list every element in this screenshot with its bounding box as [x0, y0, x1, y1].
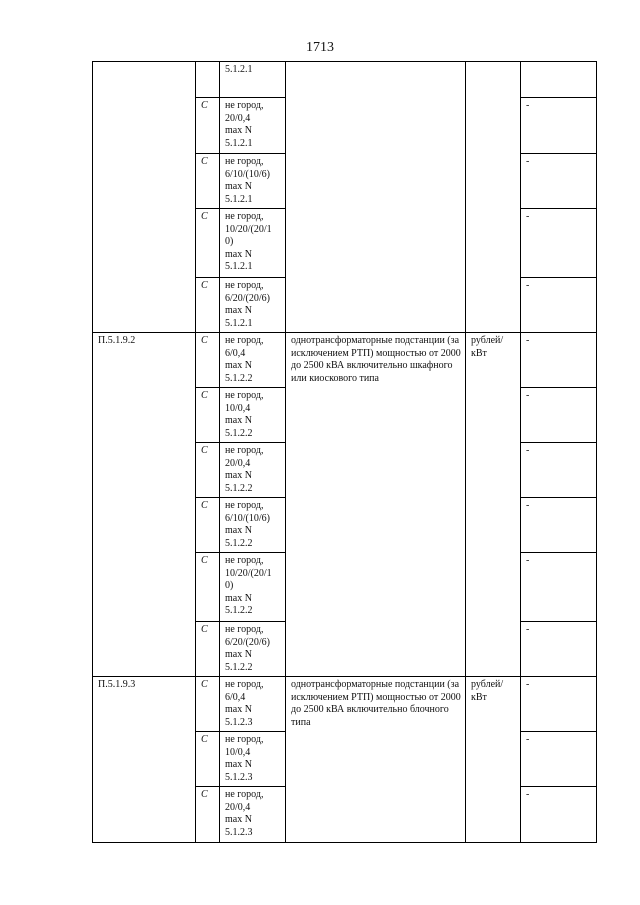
- rate-parameter: [196, 62, 220, 98]
- value-cell: -: [521, 677, 597, 732]
- table-row: [93, 62, 597, 98]
- rate-parameter: C: [196, 388, 220, 443]
- rate-parameter: C: [196, 498, 220, 553]
- condition-cell: не город, 6/20/(20/6) max N 5.1.2.1: [220, 278, 286, 333]
- condition-cell: не город, 20/0,4 max N 5.1.2.1: [220, 98, 286, 154]
- condition-cell: не город, 20/0,4 max N 5.1.2.2: [220, 443, 286, 498]
- unit-cell: рублей/ кВт: [466, 333, 521, 677]
- condition-cell: не город, 6/0,4 max N 5.1.2.3: [220, 677, 286, 732]
- item-description: однотрансформаторные подстанции (за исключением РТП) мощностью от 2000 до 2500 кВА включительно шкафного или киоскового типа: [286, 333, 466, 677]
- condition-cell: не город, 6/0,4 max N 5.1.2.2: [220, 333, 286, 388]
- table-row: [93, 333, 597, 388]
- table-row: [93, 677, 597, 732]
- item-code: [93, 62, 196, 333]
- condition-cell: не город, 6/10/(10/6) max N 5.1.2.2: [220, 498, 286, 553]
- value-cell: -: [521, 443, 597, 498]
- item-code: П.5.1.9.2: [93, 333, 196, 677]
- value-cell: -: [521, 388, 597, 443]
- value-cell: -: [521, 732, 597, 787]
- value-cell: -: [521, 154, 597, 209]
- condition-cell: не город, 6/10/(10/6) max N 5.1.2.1: [220, 154, 286, 209]
- item-description: [286, 62, 466, 333]
- value-cell: -: [521, 209, 597, 278]
- item-description: однотрансформаторные подстанции (за исключением РТП) мощностью от 2000 до 2500 кВА включительно блочного типа: [286, 677, 466, 843]
- rate-parameter: C: [196, 333, 220, 388]
- condition-cell: не город, 10/20/(20/1 0) max N 5.1.2.1: [220, 209, 286, 278]
- rate-parameter: C: [196, 98, 220, 154]
- value-cell: [521, 62, 597, 98]
- value-cell: -: [521, 333, 597, 388]
- rate-parameter: C: [196, 209, 220, 278]
- rate-parameter: C: [196, 443, 220, 498]
- condition-cell: не город, 10/0,4 max N 5.1.2.3: [220, 732, 286, 787]
- rate-parameter: C: [196, 732, 220, 787]
- value-cell: -: [521, 553, 597, 622]
- item-code: П.5.1.9.3: [93, 677, 196, 843]
- rate-parameter: C: [196, 677, 220, 732]
- condition-cell: не город, 6/20/(20/6) max N 5.1.2.2: [220, 622, 286, 677]
- tariff-table: [92, 61, 597, 843]
- page-number: 1713: [306, 40, 334, 55]
- value-cell: -: [521, 98, 597, 154]
- condition-cell: не город, 10/20/(20/1 0) max N 5.1.2.2: [220, 553, 286, 622]
- value-cell: -: [521, 498, 597, 553]
- unit-cell: рублей/ кВт: [466, 677, 521, 843]
- rate-parameter: C: [196, 553, 220, 622]
- rate-parameter: C: [196, 787, 220, 843]
- condition-cell: не город, 10/0,4 max N 5.1.2.2: [220, 388, 286, 443]
- value-cell: -: [521, 278, 597, 333]
- value-cell: -: [521, 787, 597, 843]
- condition-cell: не город, 20/0,4 max N 5.1.2.3: [220, 787, 286, 843]
- unit-cell: [466, 62, 521, 333]
- rate-parameter: C: [196, 154, 220, 209]
- rate-parameter: C: [196, 278, 220, 333]
- value-cell: -: [521, 622, 597, 677]
- rate-parameter: C: [196, 622, 220, 677]
- condition-cell: 5.1.2.1: [220, 62, 286, 98]
